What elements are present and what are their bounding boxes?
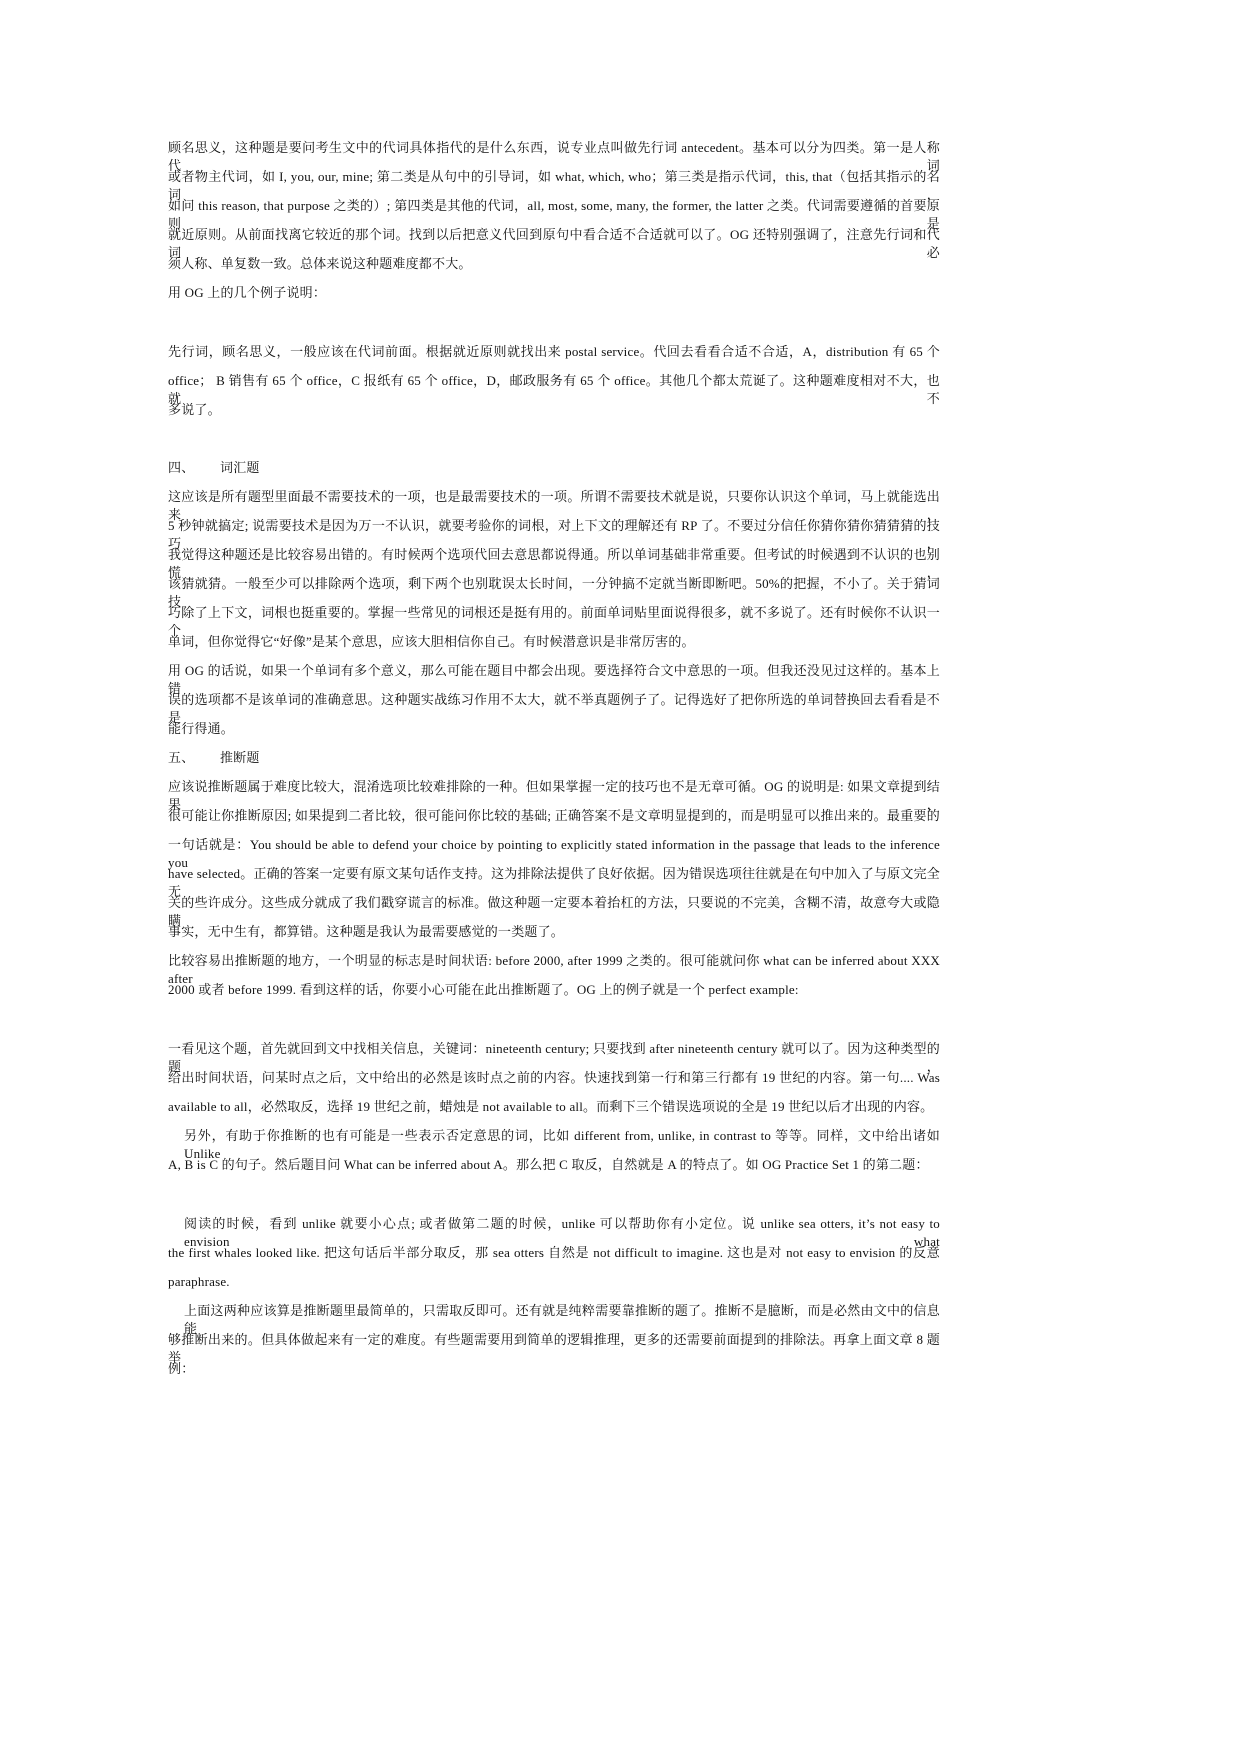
heading-line	[168, 459, 940, 477]
heading-line	[168, 749, 940, 767]
text-line: 这应该是所有题型里面最不需要技术的一项，也是最需要技术的一项。所谓不需要技术就是说，只要你认识这个单词，马上就能选出来，	[168, 489, 940, 522]
text-line: 用 OG 上的几个例子说明：	[168, 285, 327, 300]
text-line: 一句话就是：You should be able to defend your choice by pointing to explicitly stated information in the passage that leads to the inference you	[168, 837, 940, 870]
text-line: 应该说推断题属于难度比较大，混淆选项比较难排除的一种。但如果掌握一定的技巧也不是无章可循。OG 的说明是: 如果文章提到结果，	[168, 779, 940, 812]
text-line: 给出时间状语，问某时点之后，文中给出的必然是该时点之前的内容。快速找到第一行和第三行都有 19 世纪的内容。第一句.... Was	[168, 1070, 940, 1085]
text-line: available to all，必然取反，选择 19 世纪之前，蜡烛是 not available to all。而剩下三个错误选项说的全是 19 世纪以后才出现的内容。	[168, 1099, 934, 1114]
text-line: 2000 或者 before 1999. 看到这样的话，你要小心可能在此出推断题了。OG 上的例子就是一个 perfect example:	[168, 982, 799, 997]
text-line: 另外，有助于你推断的也有可能是一些表示否定意思的词，比如 different from, unlike, in contrast to 等等。同样，文中给出诸如 Unlike	[184, 1128, 940, 1161]
section-title: 推断题	[220, 750, 260, 765]
text-line: 比较容易出推断题的地方，一个明显的标志是时间状语: before 2000, after 1999 之类的。很可能就问你 what can be inferred about XXX after	[168, 953, 940, 986]
text-line: 多说了。	[168, 402, 221, 417]
text-line: 须人称、单复数一致。总体来说这种题难度都不大。	[168, 256, 472, 271]
text-line: 例：	[168, 1361, 195, 1376]
text-line: 或者物主代词，如 I, you, our, mine; 第二类是从句中的引导词，如 what, which, who；第三类是指示代词，this, that（包括其指示的名词，	[168, 169, 940, 202]
text-line: 我觉得这种题还是比较容易出错的。有时候两个选项代回去意思都说得通。所以单词基础非常重要。但考试的时候遇到不认识的也别慌，	[168, 547, 940, 580]
text-line: A, B is C 的句子。然后题目问 What can be inferred about A。那么把 C 取反，自然就是 A 的特点了。如 OG Practice Set 1 的第二题：	[168, 1157, 929, 1172]
text-line: 5 秒钟就搞定; 说需要技术是因为万一不认识，就要考验你的词根，对上下文的理解还有 RP 了。不要过分信任你猜你猜你猜猜猜的技巧，	[168, 518, 940, 551]
section-number: 五、	[168, 750, 195, 765]
text-line: 一看见这个题，首先就回到文中找相关信息，关键词：nineteenth century; 只要找到 after nineteenth century 就可以了。因为这种类型的题，	[168, 1041, 940, 1074]
text-line: 上面这两种应该算是推断题里最简单的，只需取反即可。还有就是纯粹需要靠推断的题了。推断不是臆断，而是必然由文中的信息能	[184, 1303, 940, 1336]
text-line: 能行得通。	[168, 721, 235, 736]
text-line: 单词，但你觉得它“好像”是某个意思，应该大胆相信你自己。有时候潜意识是非常厉害的。	[168, 634, 695, 649]
text-line: 事实，无中生有，都算错。这种题是我认为最需要感觉的一类题了。	[168, 924, 565, 939]
text-line: paraphrase.	[168, 1274, 230, 1289]
text-line: 巧除了上下文，词根也挺重要的。掌握一些常见的词根还是挺有用的。前面单词贴里面说得很多，就不多说了。还有时候你不认识一个	[168, 605, 940, 638]
text-line: 就近原则。从前面找离它较近的那个词。找到以后把意义代回到原句中看合适不合适就可以了。OG 还特别强调了，注意先行词和代词必	[168, 227, 940, 260]
text-line: 如问 this reason, that purpose 之类的）; 第四类是其他的代词，all, most, some, many, the former, the latter 之类。代词需要遵循的首要原则是	[168, 198, 940, 231]
text-line: office； B 销售有 65 个 office，C 报纸有 65 个 office，D，邮政服务有 65 个 office。其他几个都太荒诞了。这种题难度相对不大，也就不	[168, 373, 940, 406]
text-line: 阅读的时候，看到 unlike 就要小心点; 或者做第二题的时候，unlike 可以帮助你有小定位。说 unlike sea otters, it’s not easy to envision what	[184, 1216, 940, 1249]
text-line: 很可能让你推断原因; 如果提到二者比较，很可能问你比较的基础; 正确答案不是文章明显提到的，而是明显可以推出来的。最重要的	[168, 808, 940, 823]
text-line: the first whales looked like. 把这句话后半部分取反，那 sea otters 自然是 not difficult to imagine. 这也是对 not easy to envision 的反意	[168, 1245, 940, 1260]
text-line: 顾名思义，这种题是要问考生文中的代词具体指代的是什么东西，说专业点叫做先行词 antecedent。基本可以分为四类。第一是人称代词	[168, 140, 940, 173]
text-line: 误的选项都不是该单词的准确意思。这种题实战练习作用不太大，就不举真题例子了。记得选好了把你所选的单词替换回去看看是不是	[168, 692, 940, 725]
section-title: 词汇题	[220, 460, 260, 475]
text-line: have selected。正确的答案一定要有原文某句话作支持。这为排除法提供了良好依据。因为错误选项往往就是在句中加入了与原文完全无	[168, 866, 940, 899]
text-line: 该猜就猜。一般至少可以排除两个选项，剩下两个也别耽误太长时间，一分钟搞不定就当断即断吧。50%的把握，不小了。关于猜词技	[168, 576, 940, 609]
text-line: 用 OG 的话说，如果一个单词有多个意义，那么可能在题目中都会出现。要选择符合文中意思的一项。但我还没见过这样的。基本上错	[168, 663, 940, 696]
text-line: 够推断出来的。但具体做起来有一定的难度。有些题需要用到简单的逻辑推理，更多的还需要前面提到的排除法。再拿上面文章 8 题举	[168, 1332, 940, 1365]
section-number: 四、	[168, 460, 195, 475]
text-line: 先行词，顾名思义，一般应该在代词前面。根据就近原则就找出来 postal service。代回去看看合适不合适，A，distribution 有 65 个	[168, 344, 940, 359]
text-line: 关的些许成分。这些成分就成了我们戳穿谎言的标准。做这种题一定要本着抬杠的方法，只要说的不完美，含糊不清，故意夸大或隐瞒	[168, 895, 940, 928]
